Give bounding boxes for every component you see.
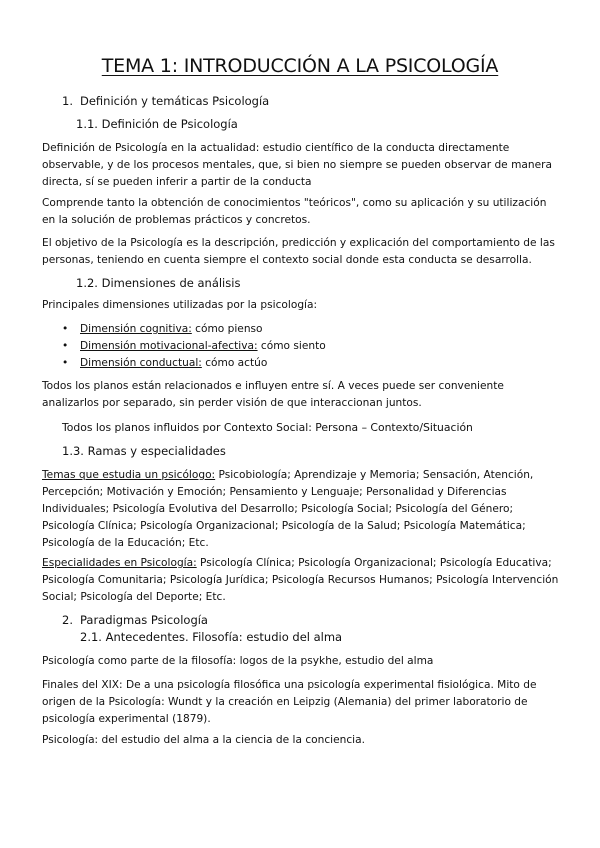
- dimension-list: [62, 321, 326, 372]
- list-item: [62, 355, 326, 372]
- section-label: Paradigmas Psicología: [80, 613, 208, 627]
- list-item: [62, 321, 326, 338]
- especialidades-label: Especialidades en Psicología:: [42, 557, 197, 569]
- paragraph-contexto: Todos los planos influidos por Contexto Social: Persona – Contexto/Situación: [62, 421, 473, 434]
- dimension-term: Dimensión cognitiva:: [80, 323, 192, 335]
- section-number: 2.: [62, 613, 73, 627]
- paragraph-finales: Finales del XIX: De a una psicología filosófica una psicología experimental fisiológica. Mito de origen de la Psicología: Wundt y la creación en Leipzig (Alemania) del primer laboratorio de psicología experimental (1879).: [42, 679, 537, 725]
- subsection-heading-1-2: 1.2. Dimensiones de análisis: [76, 276, 241, 290]
- paragraph-objetivo: El objetivo de la Psicología es la descripción, predicción y explicación del comportamiento de las personas, teniendo en cuenta siempre el contexto social donde esta conducta se desarrolla.: [42, 237, 555, 266]
- paragraph-alma: Psicología: del estudio del alma a la ciencia de la conciencia.: [42, 734, 365, 746]
- subsection-heading-1-1: 1.1. Definición de Psicología: [76, 117, 238, 131]
- especialidades-text: Psicología Clínica; Psicología Organizacional; Psicología Educativa; Psicología Comunitaria; Psicología Jurídica; Psicología Recursos Humanos; Psicología Intervención Social; Psicología del Deporte; Etc.: [42, 557, 559, 603]
- section-heading-2: [62, 613, 208, 627]
- paragraph-parte: Psicología como parte de la filosofía: logos de la psykhe, estudio del alma: [42, 655, 434, 667]
- paragraph-planos: Todos los planos están relacionados e influyen entre sí. A veces puede ser conveniente analizarlos por separado, sin perder visión de que interaccionan juntos.: [42, 380, 504, 409]
- dimension-desc: cómo siento: [257, 340, 326, 352]
- dimension-desc: cómo pienso: [191, 323, 263, 335]
- paragraph-especialidades: [42, 555, 562, 606]
- section-heading-1: [62, 94, 269, 108]
- section-label: Definición y temáticas Psicología: [80, 94, 270, 108]
- subsection-heading-1-3: 1.3. Ramas y especialidades: [62, 444, 226, 458]
- paragraph-definicion: Definición de Psicología en la actualidad: estudio científico de la conducta directamente observable, y de los procesos mentales, que, si bien no siempre se pueden observar de manera directa, sí se pueden inferir a partir de la conducta: [42, 142, 552, 188]
- temas-label: Temas que estudia un psicólogo:: [42, 469, 216, 481]
- list-item: [62, 338, 326, 355]
- paragraph-comprende: Comprende tanto la obtención de conocimientos "teóricos", como su aplicación y su utilización en la solución de problemas prácticos y concretos.: [42, 197, 547, 226]
- paragraph-temas: [42, 467, 562, 552]
- temas-text: Psicobiología; Aprendizaje y Memoria; Sensación, Atención, Percepción; Motivación y Emoción; Pensamiento y Lenguaje; Personalidad y Diferencias Individuales; Psicología Evolutiva del Desarrollo; Psicología Social; Psicología del Género; Psicología Clínica; Psicología Organizacional; Psicología de la Salud; Psicología Matemática; Psicología de la Educación; Etc.: [42, 469, 534, 549]
- page-title: TEMA 1: INTRODUCCIÓN A LA PSICOLOGÍA: [101, 55, 499, 77]
- paragraph-principales: Principales dimensiones utilizadas por la psicología:: [42, 299, 318, 311]
- dimension-term: Dimensión conductual:: [80, 357, 202, 369]
- section-number: 1.: [62, 94, 73, 108]
- dimension-term: Dimensión motivacional-afectiva:: [80, 340, 258, 352]
- dimension-desc: cómo actúo: [201, 357, 268, 369]
- subsection-heading-2-1: 2.1. Antecedentes. Filosofía: estudio del alma: [80, 630, 343, 644]
